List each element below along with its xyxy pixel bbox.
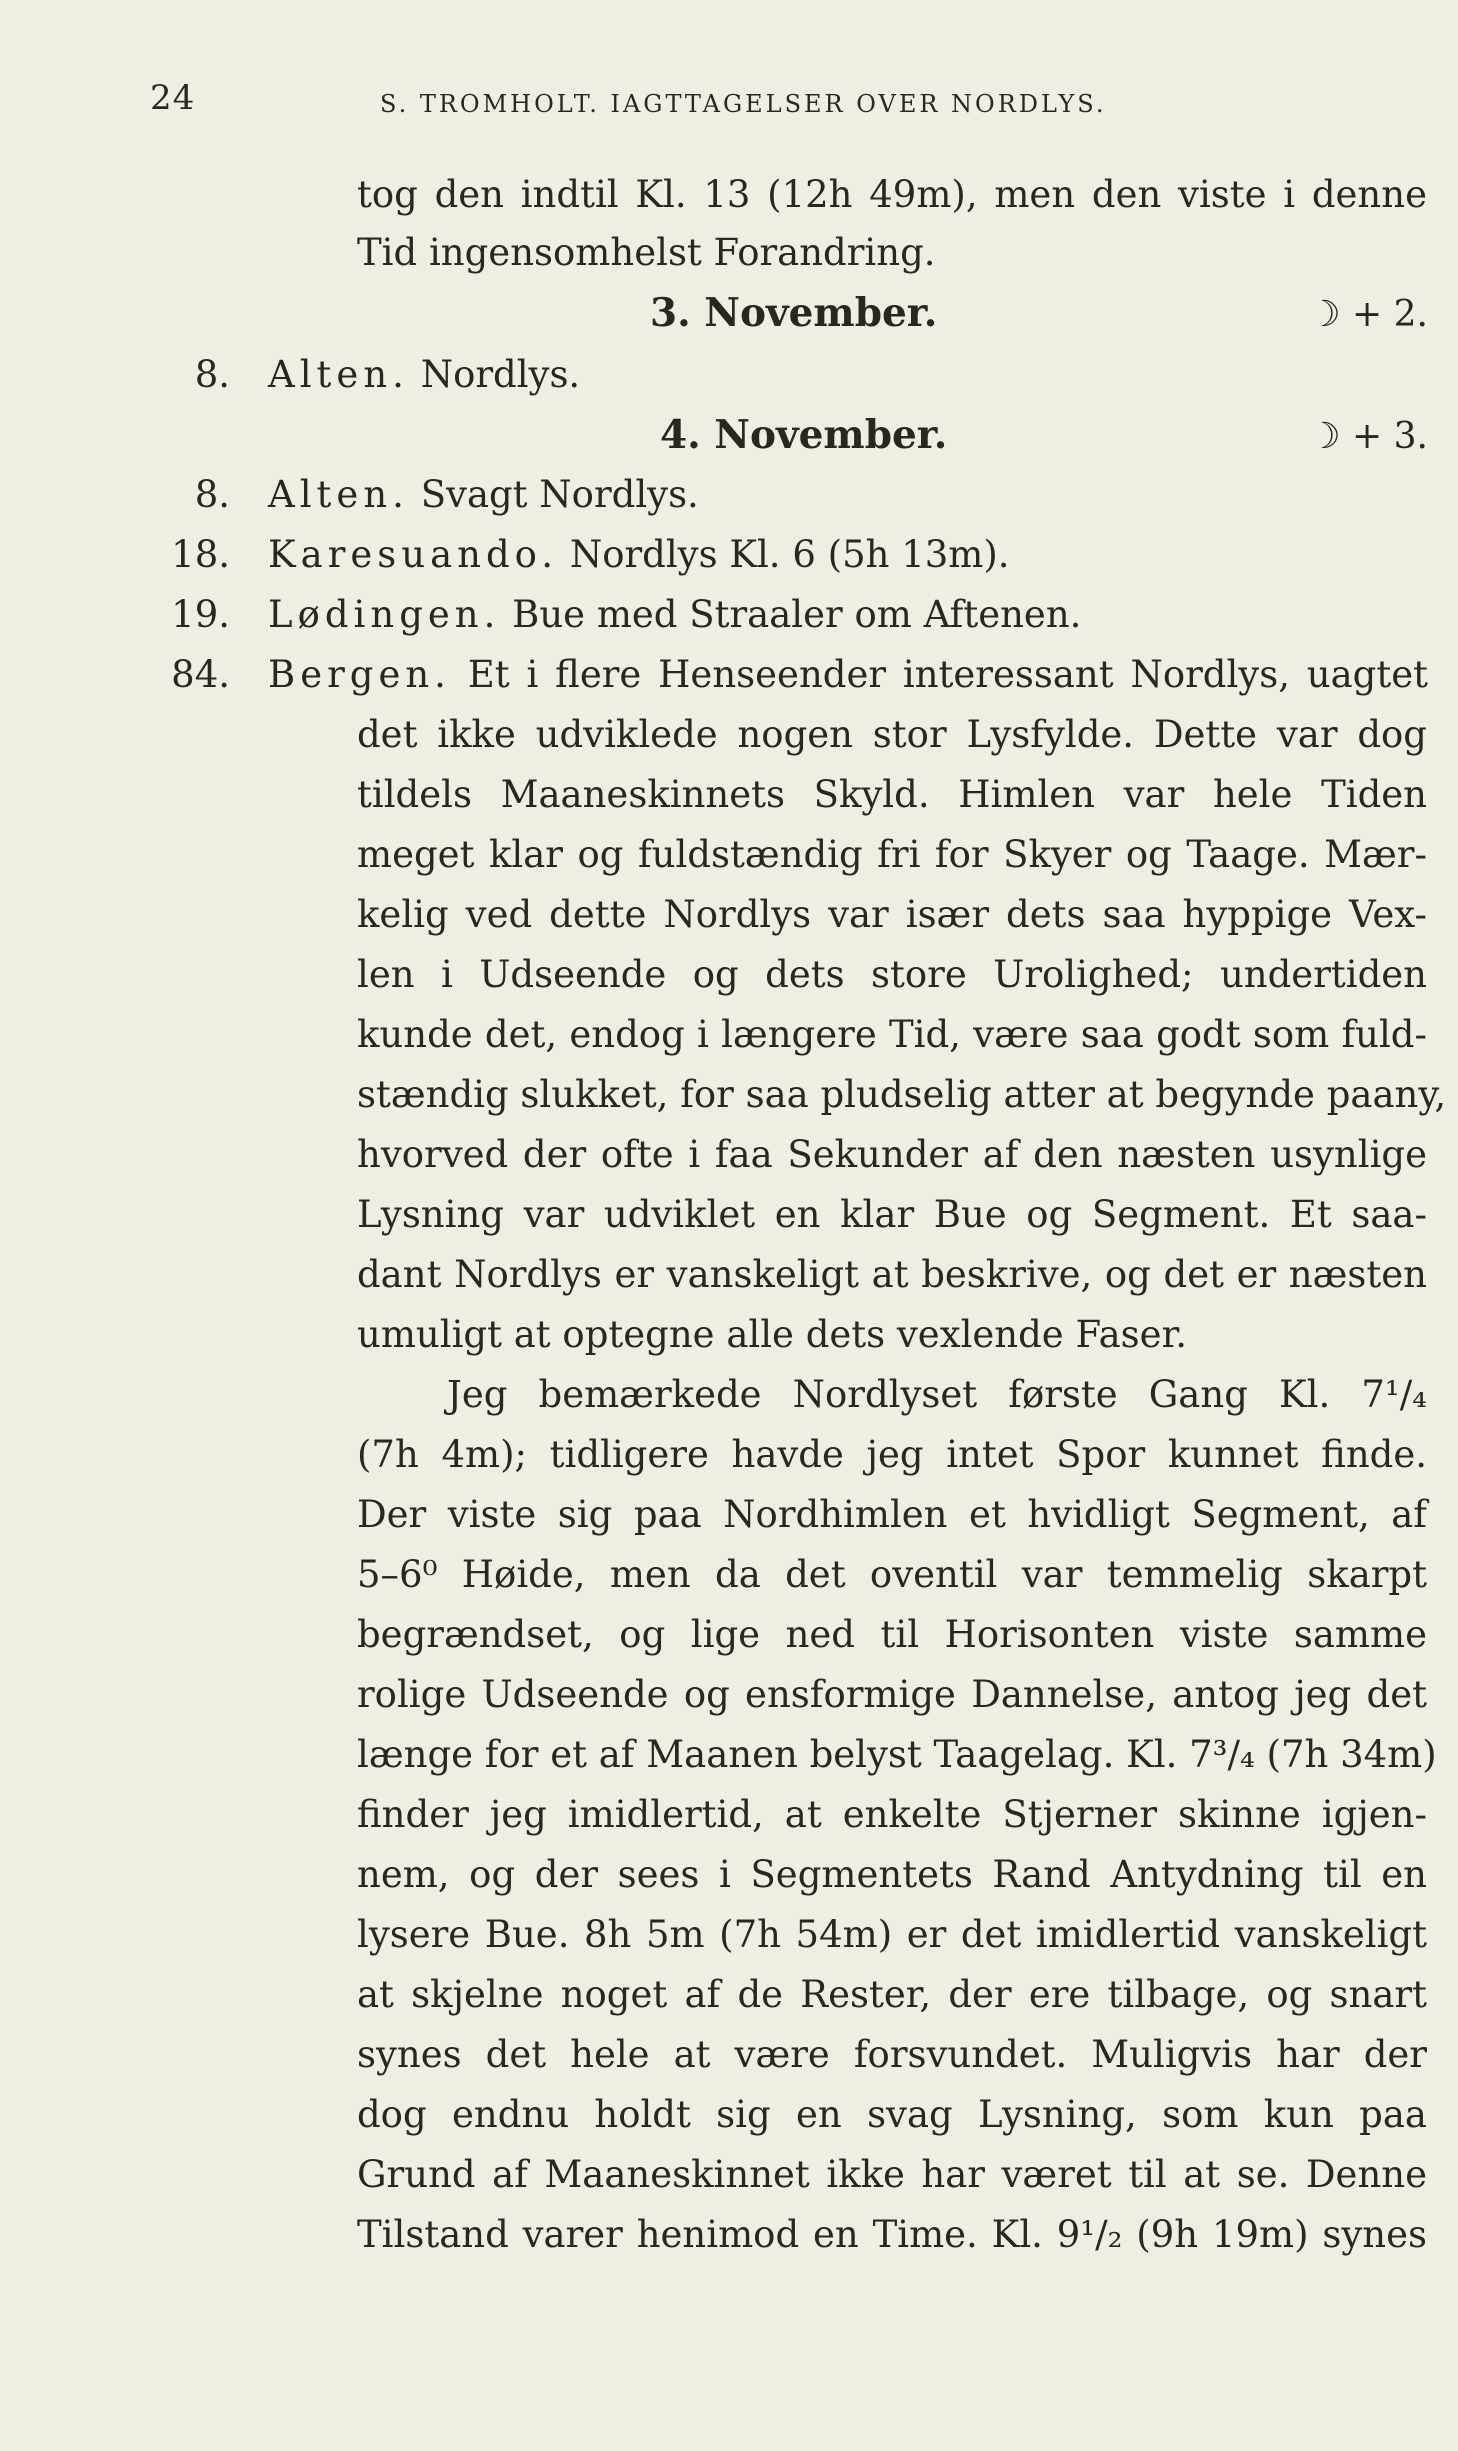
station-number: 19. — [171, 593, 230, 636]
station-entry — [268, 350, 580, 400]
station-number: 84. — [171, 653, 230, 696]
text-line: tildels Maaneskinnets Skyld. Himlen var hele Tiden — [357, 773, 1427, 816]
page-header — [0, 78, 1458, 128]
station-number: 8. — [194, 353, 230, 396]
station-name: Karesuando. — [268, 533, 559, 576]
text-line: 5–6⁰ Høide, men da det oventil var temmelig skarpt — [357, 1553, 1427, 1596]
text-line: længe for et af Maanen belyst Taagelag. Kl. 7³/₄ (7h 34m) — [357, 1733, 1437, 1776]
text-line: Lysning var udviklet en klar Bue og Segment. Et saa- — [357, 1193, 1427, 1236]
text-line: Der viste sig paa Nordhimlen et hvidligt Segment, af — [357, 1493, 1427, 1536]
running-title: S. TROMHOLT. IAGTTAGELSER OVER NORDLYS. — [380, 90, 1107, 118]
text-line: at skjelne noget af de Rester, der ere tilbage, og snart — [357, 1973, 1427, 2016]
station-name: Lødingen. — [268, 593, 501, 636]
observation-text: Nordlys Kl. 6 (5h 13m). — [569, 533, 1010, 576]
intro-line: tog den indtil Kl. 13 (12h 49m), men den viste i denne — [357, 173, 1427, 216]
text-line: nem, og der sees i Segmentets Rand Antydning til en — [357, 1853, 1427, 1896]
text-line: len i Udseende og dets store Urolighed; undertiden — [357, 953, 1427, 996]
text-line: Jeg bemærkede Nordlyset første Gang Kl. 7¹/₄ — [447, 1373, 1427, 1416]
station-entry — [268, 590, 1081, 640]
text-line: rolige Udseende og ensformige Dannelse, antog jeg det — [357, 1673, 1427, 1716]
intro-line: Tid ingensomhelst Forandring. — [357, 231, 936, 274]
text-line: hvorved der ofte i faa Sekunder af den næsten usynlige — [357, 1133, 1427, 1176]
station-entry — [268, 530, 1010, 580]
moon-phase-nov3: ☽ + 2. — [1308, 294, 1428, 335]
text-line: synes det hele at være forsvundet. Muligvis har der — [357, 2033, 1427, 2076]
text-line: finder jeg imidlertid, at enkelte Stjerner skinne igjen- — [357, 1793, 1427, 1836]
observation-text: Svagt Nordlys. — [420, 473, 699, 516]
station-entry — [268, 650, 1428, 700]
text-line: kelig ved dette Nordlys var især dets saa hyppige Vex- — [357, 893, 1427, 936]
station-entry — [268, 470, 699, 520]
station-number: 18. — [171, 533, 230, 576]
moon-phase-nov4: ☽ + 3. — [1308, 416, 1428, 457]
date-heading-nov4: 4. November. — [660, 412, 948, 458]
observation-text: Et i flere Henseender interessant Nordlys, uagtet — [467, 653, 1428, 696]
station-number: 8. — [194, 473, 230, 516]
text-line: lysere Bue. 8h 5m (7h 54m) er det imidlertid vanskeligt — [357, 1913, 1427, 1956]
text-line: Tilstand varer henimod en Time. Kl. 9¹/₂ (9h 19m) synes — [357, 2213, 1427, 2256]
text-line: meget klar og fuldstændig fri for Skyer og Taage. Mær- — [357, 833, 1427, 876]
text-line: dog endnu holdt sig en svag Lysning, som kun paa — [357, 2093, 1427, 2136]
text-line: (7h 4m); tidligere havde jeg intet Spor kunnet finde. — [357, 1433, 1427, 1476]
page-number: 24 — [150, 78, 196, 118]
text-line: dant Nordlys er vanskeligt at beskrive, og det er næsten — [357, 1253, 1427, 1296]
station-name: Alten. — [268, 353, 409, 396]
text-line: stændig slukket, for saa pludselig atter at begynde paany, — [357, 1073, 1447, 1116]
station-name: Alten. — [268, 473, 409, 516]
text-line: Grund af Maaneskinnet ikke har været til at se. Denne — [357, 2153, 1427, 2196]
observation-text: Bue med Straaler om Aftenen. — [512, 593, 1082, 636]
station-name: Bergen. — [268, 653, 451, 696]
text-line: det ikke udviklede nogen stor Lysfylde. Dette var dog — [357, 713, 1427, 756]
observation-text: Nordlys. — [420, 353, 581, 396]
text-line: umuligt at optegne alle dets vexlende Faser. — [357, 1313, 1187, 1356]
text-line: begrændset, og lige ned til Horisonten viste samme — [357, 1613, 1427, 1656]
date-heading-nov3: 3. November. — [650, 290, 938, 336]
text-line: kunde det, endog i længere Tid, være saa godt som fuld- — [357, 1013, 1427, 1056]
